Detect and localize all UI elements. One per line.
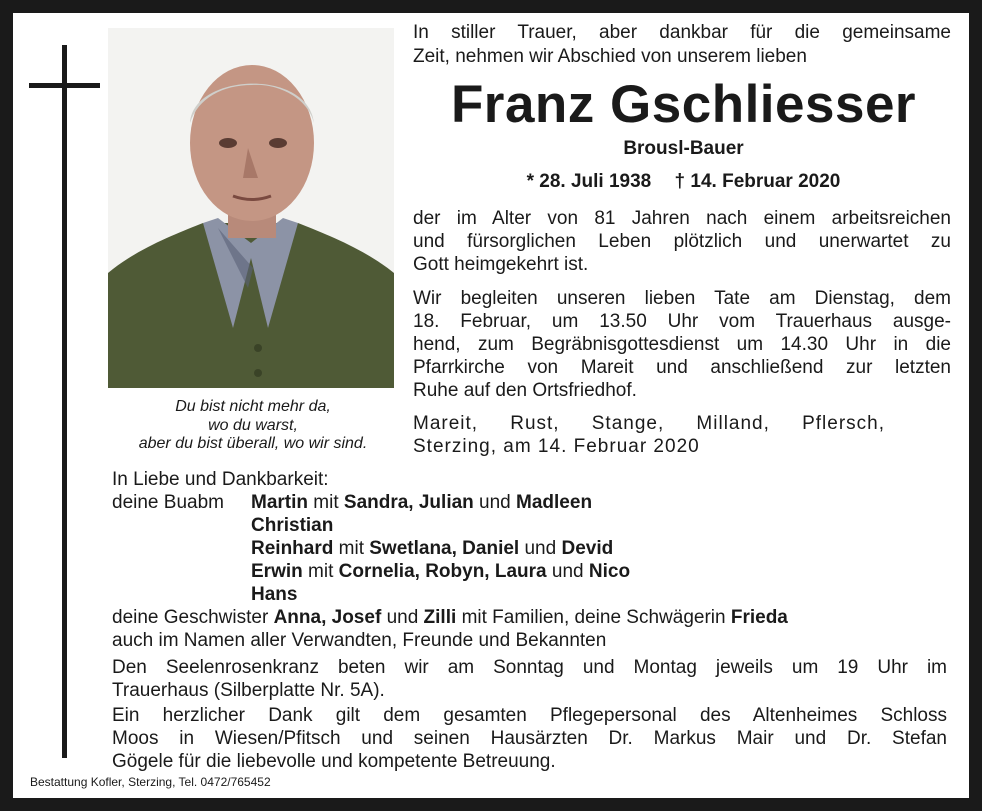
connector: und — [386, 607, 419, 628]
family-names: Devid — [561, 538, 614, 559]
sibling-names: Anna, Josef — [273, 607, 382, 628]
obituary-card — [13, 13, 969, 798]
son-line — [251, 491, 592, 515]
age-line: der im Alter von 81 Jahren nach einem arbeitsreichen — [413, 208, 951, 229]
death-date: † 14. Februar 2020 — [674, 171, 841, 192]
rosary-line: Trauerhaus (Silberplatte Nr. 5A). — [112, 680, 385, 701]
son-name: Hans — [251, 584, 298, 605]
memorial-quote — [108, 398, 398, 454]
birth-date: * 28. Juli 1938 — [526, 171, 652, 192]
cross-icon-bar — [29, 83, 100, 88]
sons-intro: deine Buabm — [112, 492, 224, 513]
family-names: Nico — [588, 561, 631, 582]
life-dates — [411, 171, 956, 193]
siblings-line — [112, 606, 788, 630]
son-name: Erwin — [251, 561, 303, 582]
connector: mit — [308, 561, 334, 582]
burial-line: 18. Februar, um 13.50 Uhr vom Trauerhaus ausge- — [413, 311, 951, 332]
cross-icon — [62, 45, 67, 758]
son-name: Christian — [251, 515, 334, 536]
siblings-tail: mit Familien, deine Schwägerin — [461, 607, 726, 628]
house-name: Brousl-Bauer — [623, 138, 744, 159]
burial-line: hend, zum Begräbnisgottesdienst um 14.30 Uhr in die — [413, 334, 951, 355]
relatives-line: auch im Namen aller Verwandten, Freunde und Bekannten — [112, 630, 607, 651]
mourners-heading: In Liebe und Dankbarkeit: — [112, 469, 329, 490]
funeral-home-footer: Bestattung Kofler, Sterzing, Tel. 0472/765452 — [30, 775, 271, 789]
place-line: Mareit, Rust, Stange, Milland, Pflersch, — [413, 413, 885, 434]
son-name: Reinhard — [251, 538, 334, 559]
deceased-name: Franz Gschliesser — [450, 75, 917, 134]
age-line: Gott heimgekehrt ist. — [413, 254, 589, 275]
connector: mit — [338, 538, 364, 559]
thanks-line: Ein herzlicher Dank gilt dem gesamten Pflegepersonal des Altenheimes Schloss — [112, 705, 947, 726]
son-line — [251, 537, 613, 561]
family-names: Sandra, Julian — [343, 492, 474, 513]
connector: und — [551, 561, 584, 582]
portrait-photo — [108, 28, 394, 388]
quote-line: Du bist nicht mehr da, — [175, 398, 331, 415]
intro-line: Zeit, nehmen wir Abschied von unserem lieben — [413, 46, 807, 67]
son-line — [251, 560, 630, 584]
thanks-line: Gögele für die liebevolle und kompetente Betreuung. — [112, 751, 556, 772]
connector: und — [479, 492, 511, 513]
son-line — [251, 514, 333, 538]
connector: und — [524, 538, 557, 559]
family-names: Madleen — [516, 492, 593, 513]
burial-line: Ruhe auf den Ortsfriedhof. — [413, 380, 637, 401]
intro-line: In stiller Trauer, aber dankbar für die gemeinsame — [413, 22, 951, 43]
rosary-line: Den Seelenrosenkranz beten wir am Sonntag und Montag jeweils um 19 Uhr im — [112, 657, 947, 678]
son-line — [251, 583, 297, 607]
place-line: Sterzing, am 14. Februar 2020 — [413, 436, 700, 457]
siblings-intro: deine Geschwister — [112, 607, 269, 628]
thanks-line: Moos in Wiesen/Pfitsch und seinen Hausärzten Dr. Markus Mair und Dr. Stefan — [112, 728, 947, 749]
sister-in-law-name: Frieda — [730, 607, 788, 628]
family-names: Swetlana, Daniel — [369, 538, 520, 559]
family-names: Cornelia, Robyn, Laura — [338, 561, 547, 582]
age-line: und fürsorglichen Leben plötzlich und unerwartet zu — [413, 231, 951, 252]
quote-line: wo du warst, — [208, 416, 298, 434]
burial-line: Wir begleiten unseren lieben Tate am Dienstag, dem — [413, 288, 951, 309]
burial-line: Pfarrkirche von Mareit und anschließend zur letzten — [413, 357, 951, 378]
sibling-names: Zilli — [423, 607, 457, 628]
connector: mit — [313, 492, 339, 513]
quote-line: aber du bist überall, wo wir sind. — [138, 435, 368, 452]
son-name: Martin — [251, 492, 308, 513]
